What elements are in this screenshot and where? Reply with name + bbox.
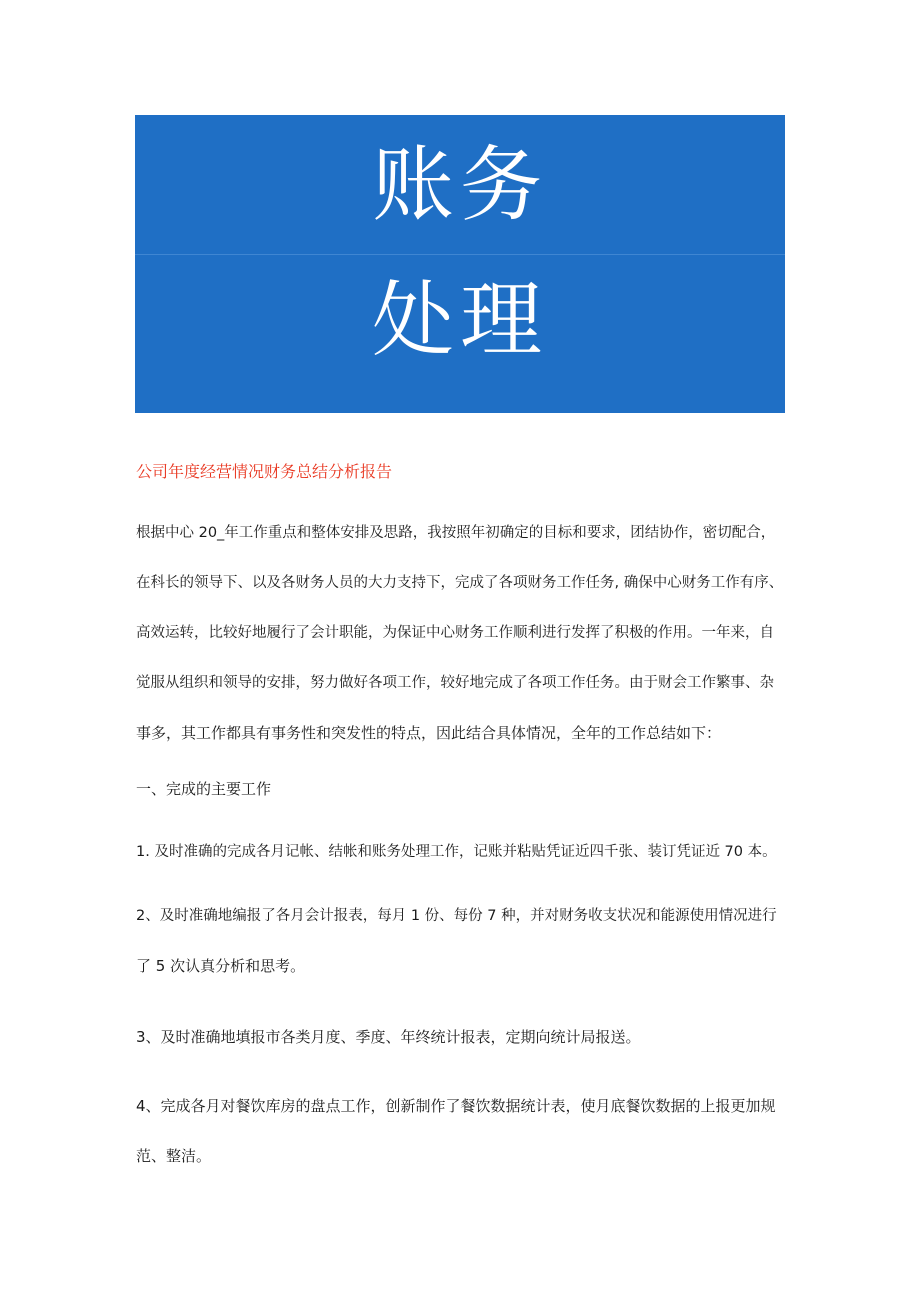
- banner-divider: [135, 254, 785, 255]
- intro-line: 觉服从组织和领导的安排，努力做好各项工作，较好地完成了各项工作任务。由于财会工作繁事、杂: [136, 675, 774, 691]
- list-item-3: [136, 1012, 786, 1062]
- list-item-line: 范、整洁。: [136, 1147, 212, 1165]
- intro-line: 根据中心 20_年工作重点和整体安排及思路，我按照年初确定的目标和要求，团结协作，密切配合，: [136, 525, 776, 541]
- list-item-4: [136, 1081, 786, 1181]
- list-item-line: 4、完成各月对餐饮库房的盘点工作，创新制作了餐饮数据统计表，使月底餐饮数据的上报更加规: [136, 1097, 776, 1115]
- intro-line: 在科长的领导下、以及各财务人员的大力支持下，完成了各项财务工作任务, 确保中心财务工作有序、: [136, 575, 784, 591]
- cover-banner: [135, 115, 785, 413]
- section-heading: [136, 764, 786, 814]
- intro-paragraph: [136, 508, 786, 758]
- report-title: 公司年度经营情况财务总结分析报告: [136, 462, 393, 481]
- list-item-1: [136, 827, 786, 877]
- list-item-2: [136, 891, 786, 991]
- list-item-line: 3、及时准确地填报市各类月度、季度、年终统计报表，定期向统计局报送。: [136, 1028, 641, 1046]
- section-heading-text: 一、完成的主要工作: [136, 780, 272, 798]
- banner-title-line-1: 账务: [371, 138, 548, 233]
- banner-title-line-2: 处理: [371, 273, 548, 368]
- list-item-line: 2、及时准确地编报了各月会计报表，每月 1 份、每份 7 种，并对财务收支状况和能源使用情况进行: [136, 908, 777, 924]
- list-item-line: 1. 及时准确的完成各月记帐、结帐和账务处理工作，记账并粘贴凭证近四千张、装订凭证近 70 本。: [136, 844, 777, 860]
- list-item-line: 了 5 次认真分析和思考。: [136, 957, 306, 975]
- intro-line: 事多，其工作都具有事务性和突发性的特点，因此结合具体情况，全年的工作总结如下：: [136, 724, 722, 742]
- intro-line: 高效运转，比较好地履行了会计职能，为保证中心财务工作顺利进行发挥了积极的作用。一年来，自: [136, 625, 774, 641]
